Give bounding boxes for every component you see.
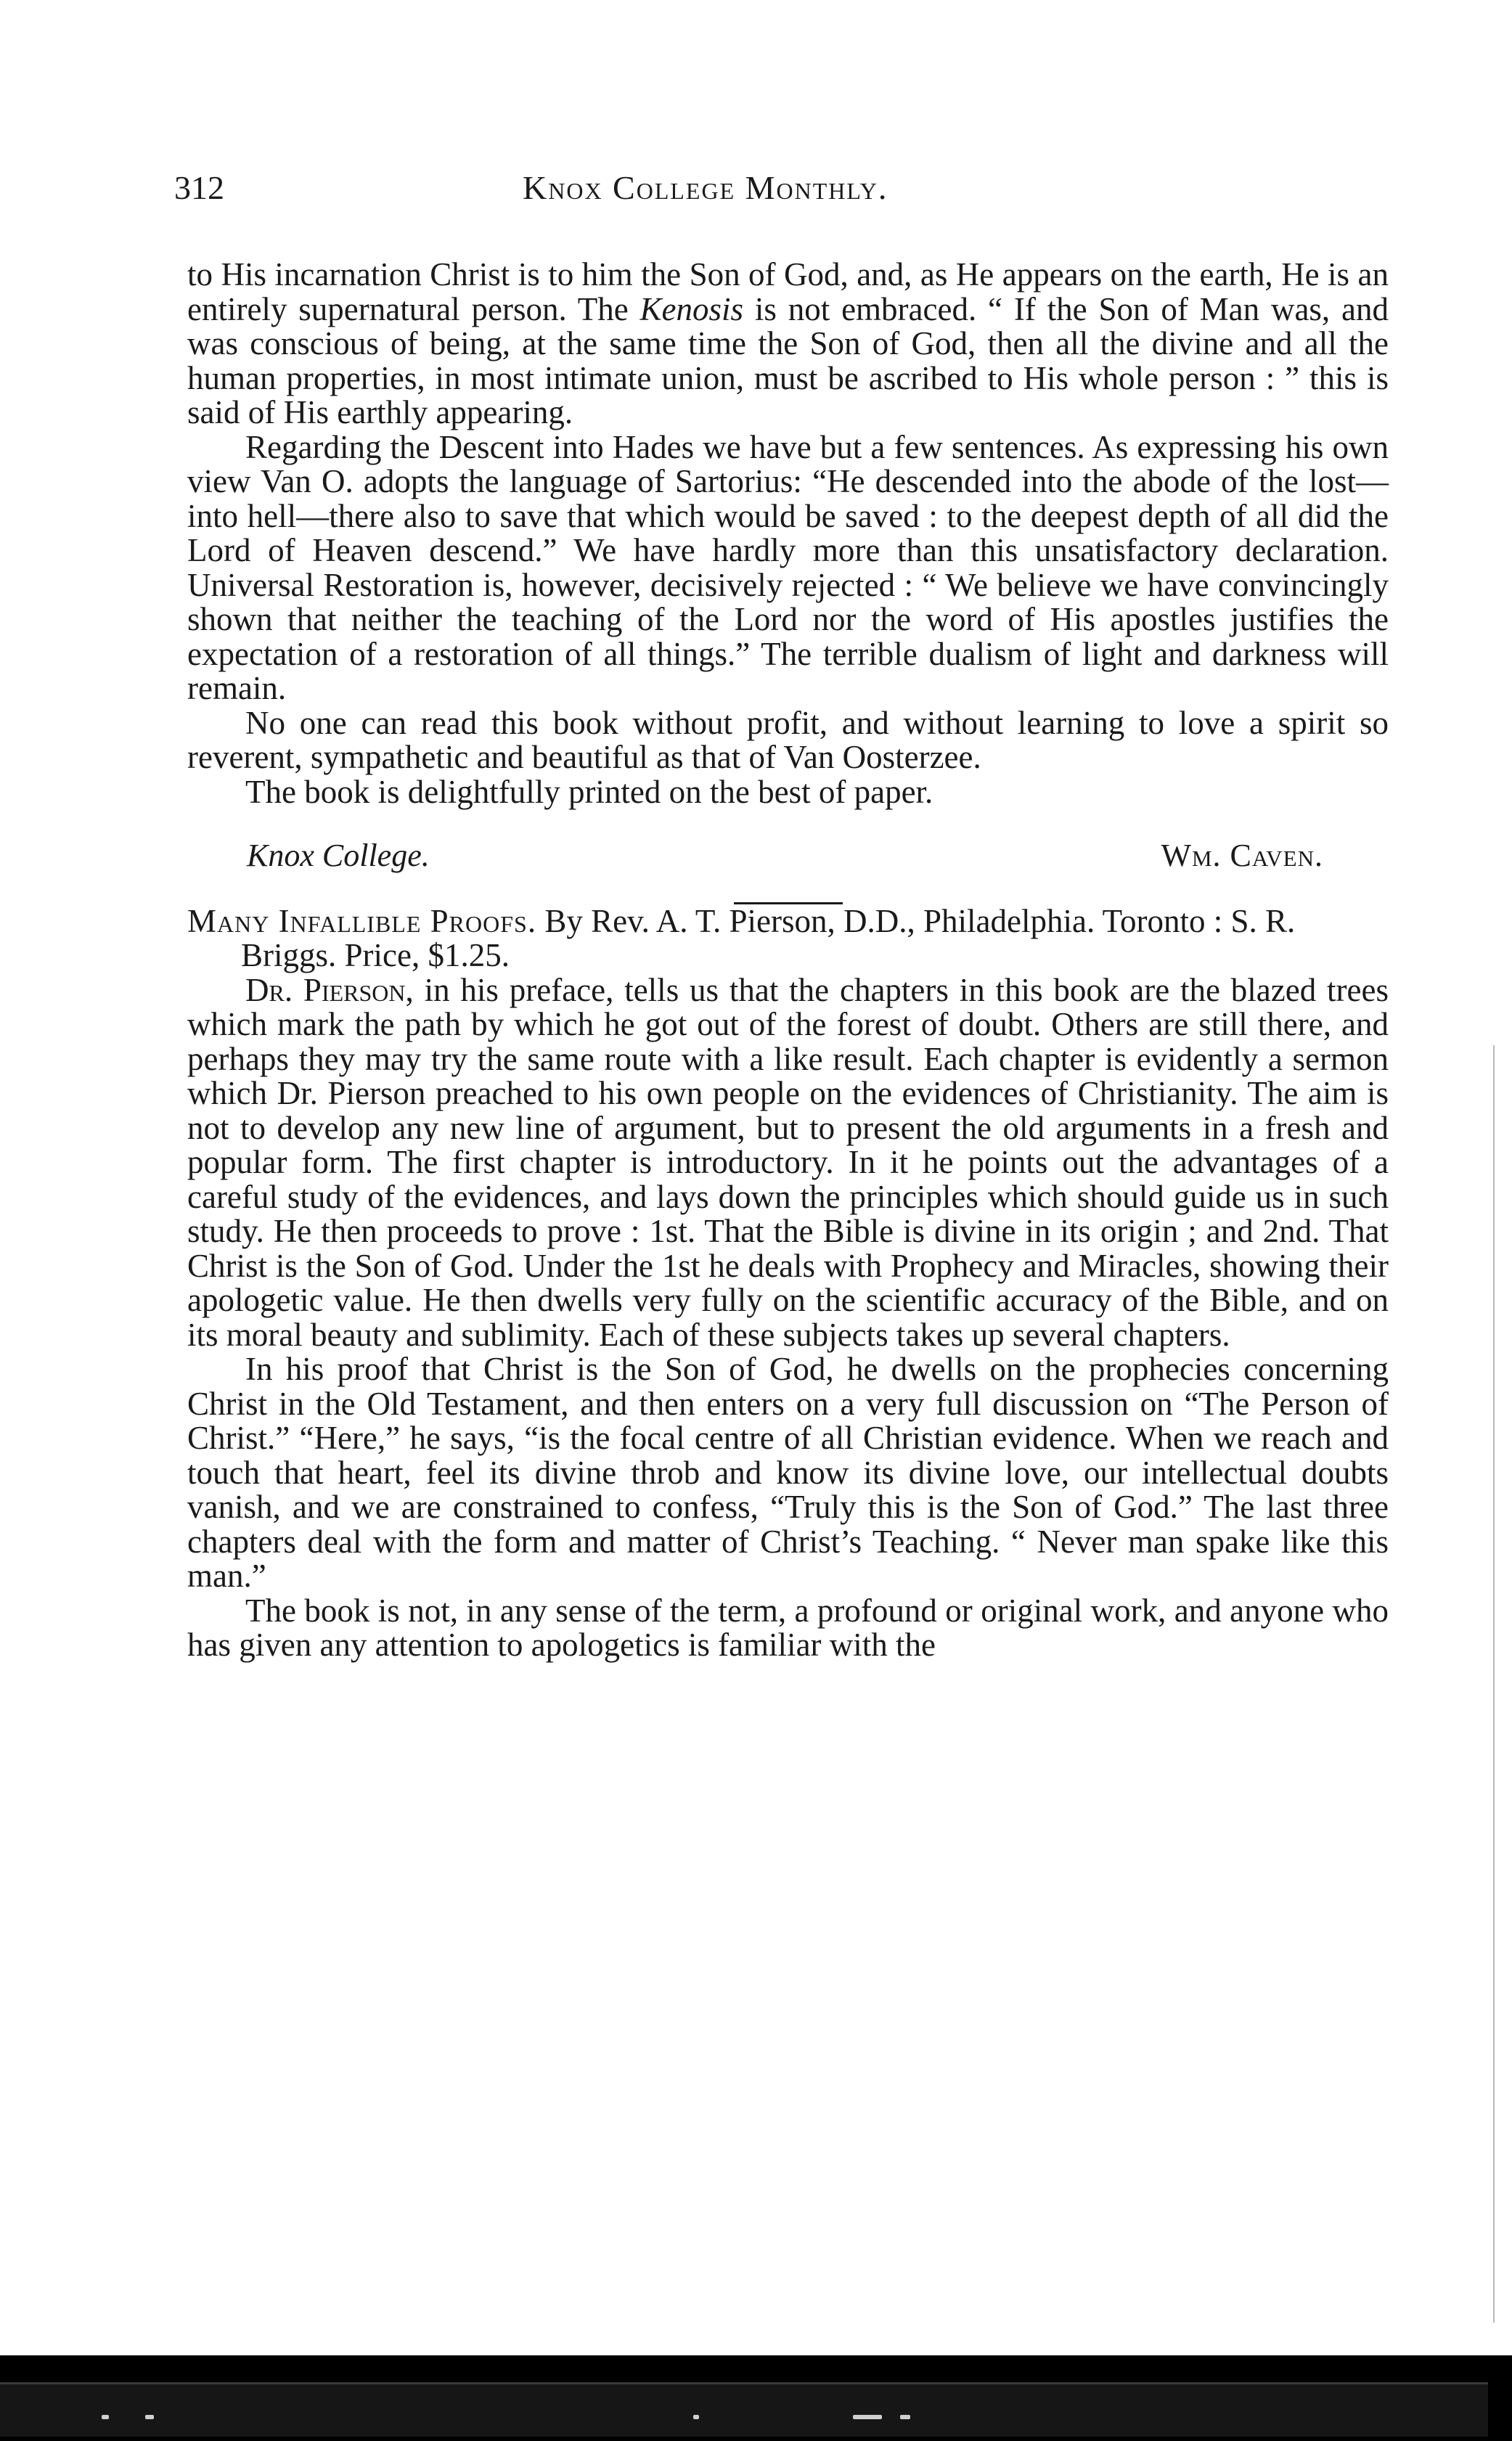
scan-edge-line	[1493, 1045, 1495, 2323]
review-title: Many Infallible Proofs.	[187, 902, 537, 939]
signature-place: Knox College.	[247, 838, 430, 873]
review-byline: By Rev. A. T. Pierson, D.D., Philadelphia. Toronto : S. R. Briggs. Price, $1.25.	[241, 902, 1296, 973]
scan-speck	[900, 2415, 910, 2419]
body-text	[187, 258, 1389, 1663]
scan-speck	[853, 2415, 882, 2419]
review-paragraph-2: In his proof that Christ is the Son of God, he dwells on the prophecies concerning Christ in the Old Testament, and then enters on a very full discussion on “The Person of Christ.” “Here,” he says, “is the focal centre of all Christian evidence. When we reach and touch that heart, feel its divine throb and know its divine love, our intellectual doubts vanish, and we are constrained to confess, “Truly this is the Son of God.” The last three chapters deal with the form and matter of Christ’s Teaching. “ Never man spake like this man.”	[187, 1351, 1389, 1594]
review-lead-word: Dr. Pierson,	[245, 971, 414, 1008]
page-number: 312	[174, 169, 224, 206]
review-paragraph-1-text: in his preface, tells us that the chapters in this book are the blazed trees which mark the path by which he got out of the forest of doubt. Others are still there, and perhaps they may try the same route with a like result. Each chapter is evidently a sermon which Dr. Pierson preached to his own people on the evidences of Christianity. The aim is not to develop any new line of argument, but to present the old arguments in a fresh and popular form. The first chapter is introductory. In it he points out the advantages of a careful study of the evidences, and lays down the principles which should guide us in such study. He then proceeds to prove : 1st. That the Bible is divine in its origin ; and 2nd. That Christ is the Son of God. Under the 1st he deals with Prophecy and Miracles, showing their apologetic value. He then dwells very fully on the scientific accuracy of the Bible, and on its moral beauty and sublimity. Each of these subjects takes up several chapters.	[187, 971, 1389, 1353]
review-paragraph-3: The book is not, in any sense of the term, a profound or original work, and anyone who has given any attention to apologetics is familiar with the	[187, 1592, 1389, 1663]
review-heading	[187, 904, 1389, 973]
kenosis-term: Kenosis	[639, 290, 744, 327]
article1-paragraph-1-text-a: to His incarnation Christ is to him the Son of God, and, as He appears on the earth, He is an entirely supernatural person. The	[187, 256, 1389, 327]
article1-paragraph-1	[187, 258, 1389, 430]
scan-speck	[102, 2415, 109, 2419]
signature-line	[187, 838, 1389, 873]
article1-paragraph-3: No one can read this book without profit, and without learning to love a spirit so reverent, sympathetic and beautiful as that of Van Oosterzee.	[187, 704, 1389, 775]
scan-speck	[145, 2415, 154, 2419]
running-head	[174, 168, 1314, 219]
scan-speck	[693, 2415, 699, 2419]
article1-paragraph-2: Regarding the Descent into Hades we have but a few sentences. As expressing his own view Van O. adopts the language of Sartorius: “He descended into the abode of the lost—into hell—there also to save that which would be saved : to the deepest depth of all did the Lord of Heaven descend.” We have hardly more than this unsatisfactory declaration. Universal Restoration is, however, decisively rejected : “ We believe we have convincingly shown that neither the teaching of the Lord nor the word of His apostles justifies the expectation of a restoration of all things.” The terrible dualism of light and darkness will remain.	[187, 428, 1389, 706]
review-paragraph-1	[187, 973, 1389, 1353]
journal-title: Knox College Monthly.	[523, 169, 888, 206]
article1-paragraph-1-text-b: is not embraced. “ If the Son of Man was, and was conscious of being, at the same time the Son of God, then all the divine and all the human properties, in most intimate union, must be ascribed to His whole person : ” this is said of His earthly appearing.	[187, 290, 1389, 430]
signature-name: Wm. Caven.	[1161, 838, 1323, 873]
scan-bottom-edge	[0, 2382, 1488, 2437]
article1-paragraph-4: The book is delightfully printed on the best of paper.	[245, 773, 933, 810]
